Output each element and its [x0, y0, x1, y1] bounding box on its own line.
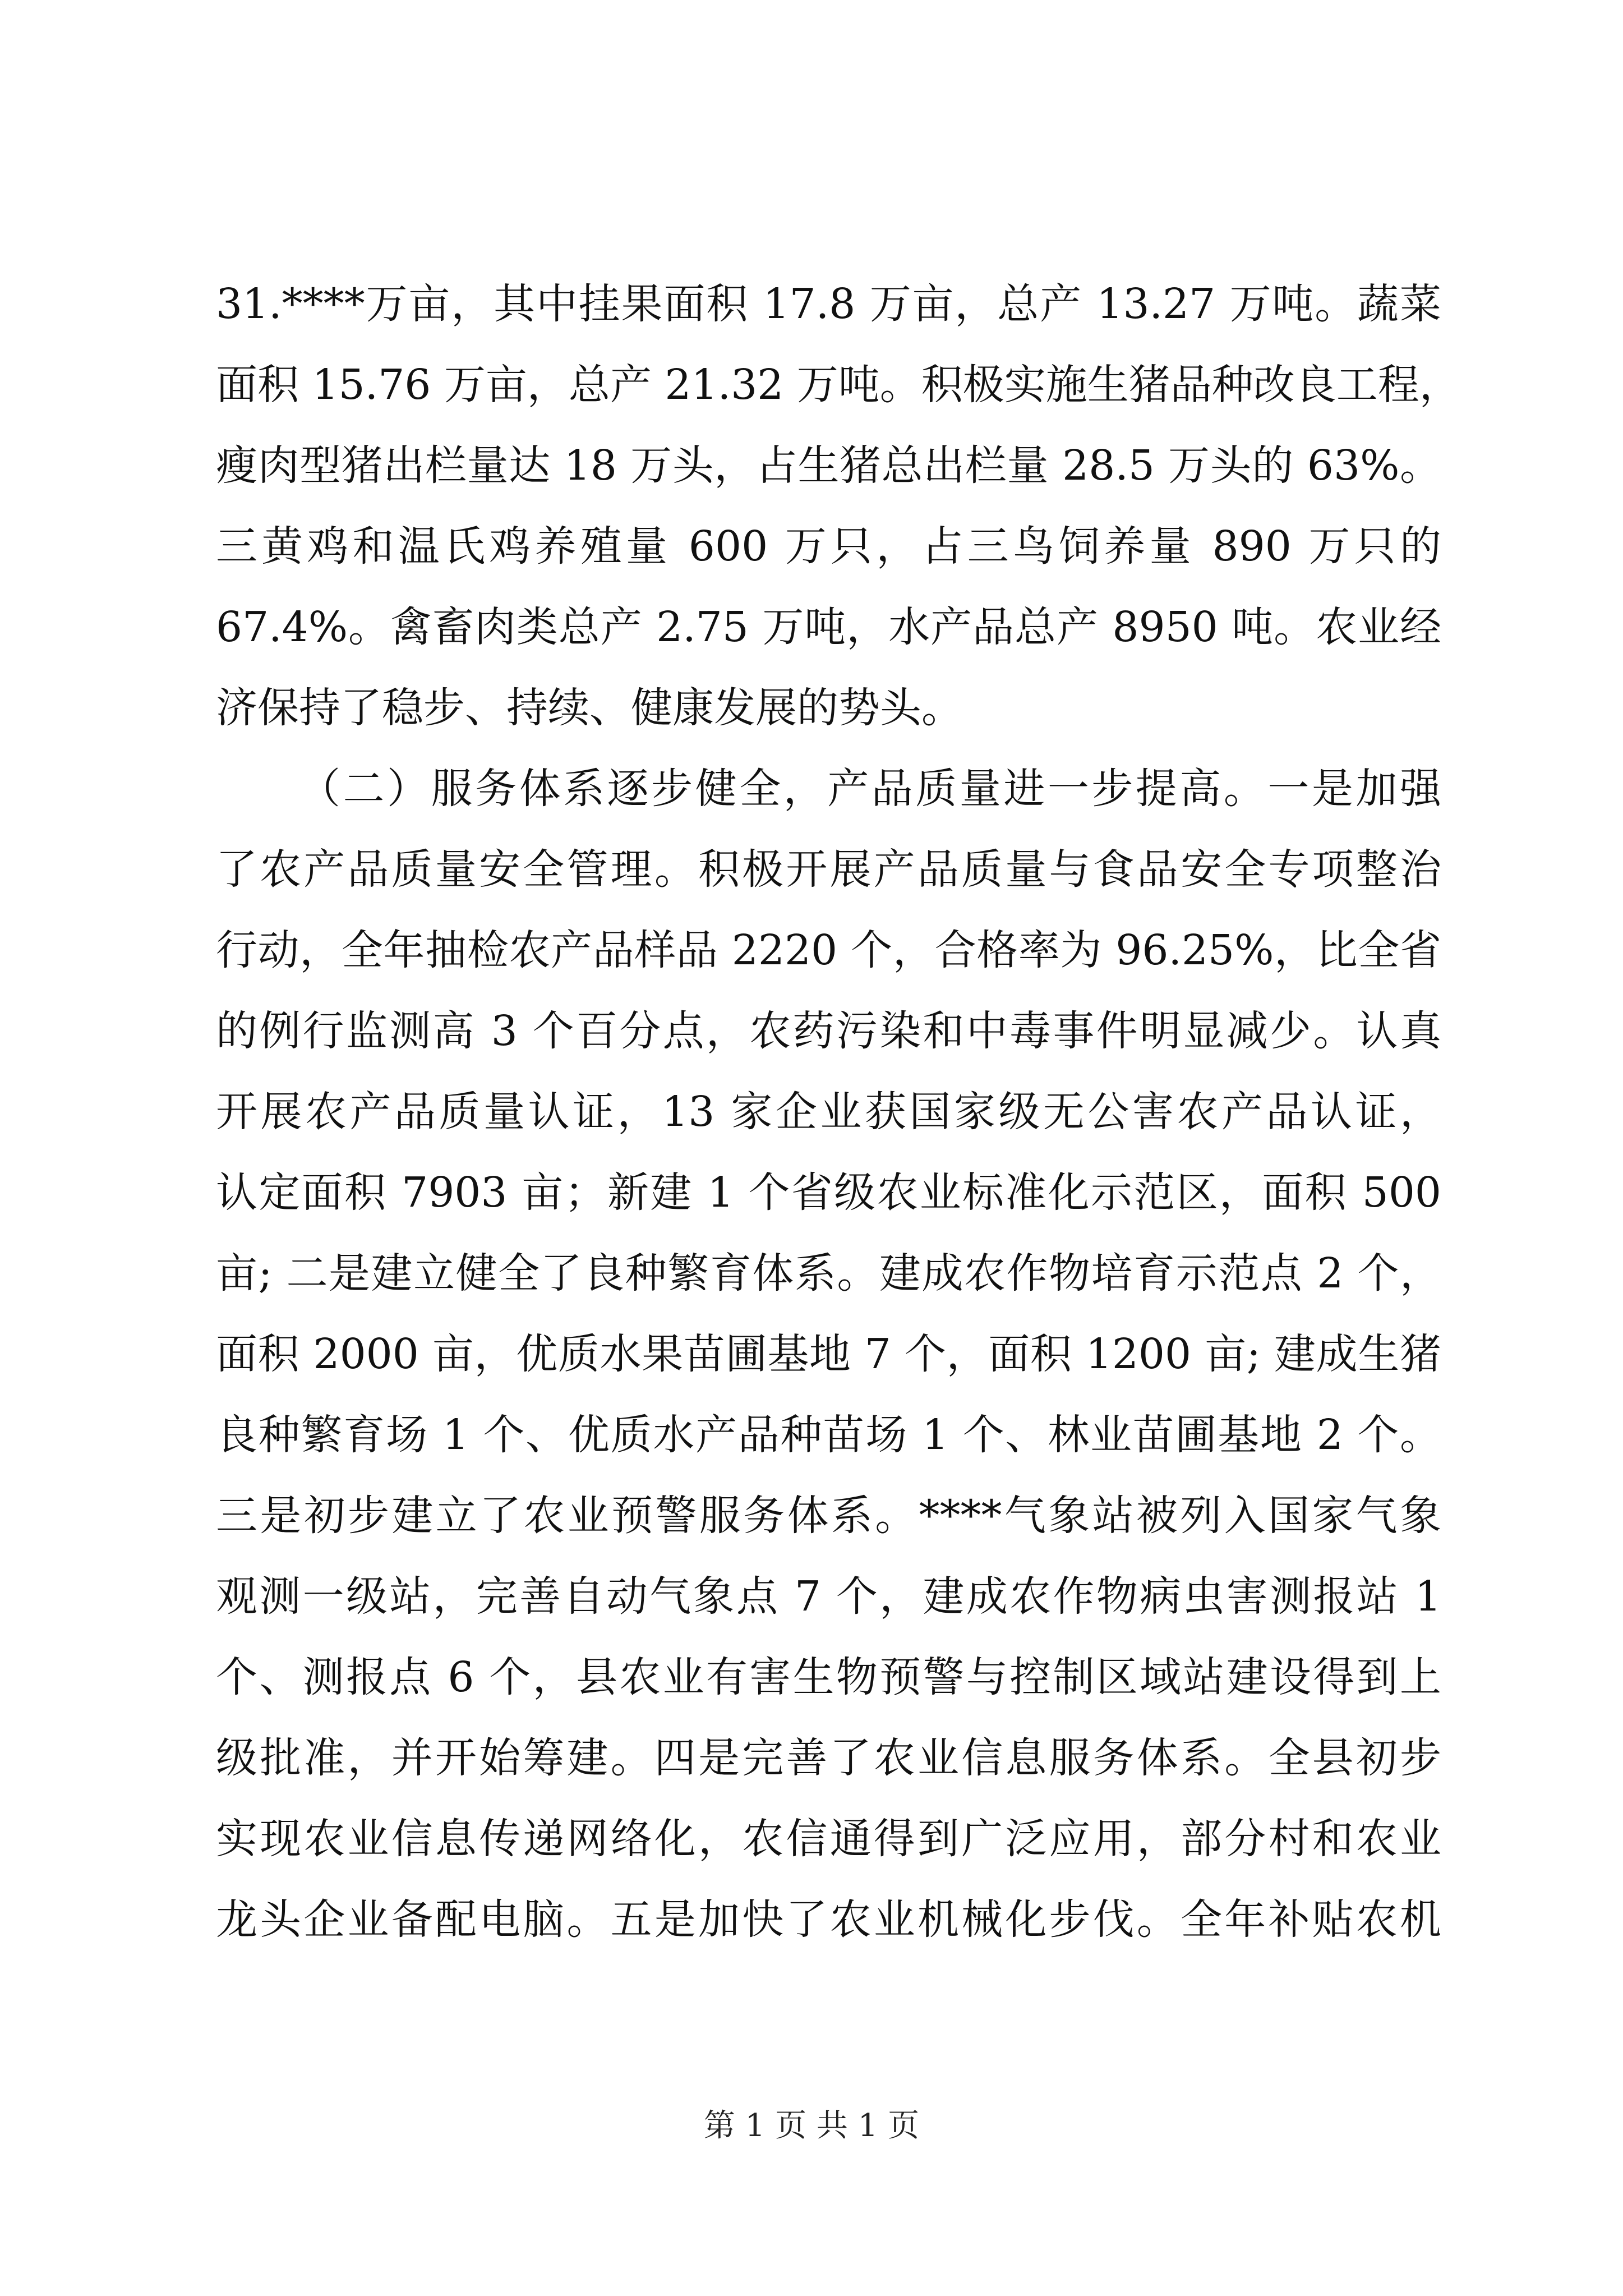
text-line: 龙头企业备配电脑。五是加快了农业机械化步伐。全年补贴农机 [216, 1895, 1441, 1944]
page-footer: 第 1 页 共 1 页 [703, 2108, 920, 2144]
text-line: 亩; 二是建立健全了良种繁育体系。建成农作物培育示范点 2 个， [216, 1249, 1441, 1297]
text-line: 31.****万亩，其中挂果面积 17.8 万亩，总产 13.27 万吨。蔬菜 [216, 280, 1441, 328]
text-line: 面积 15.76 万亩，总产 21.32 万吨。积极实施生猪品种改良工程， [216, 361, 1461, 409]
text-line: 三是初步建立了农业预警服务体系。****气象站被列入国家气象 [216, 1492, 1441, 1540]
text-line: 认定面积 7903 亩；新建 1 个省级农业标准化示范区，面积 500 [216, 1168, 1441, 1217]
text-line: 良种繁育场 1 个、优质水产品种苗场 1 个、林业苗圃基地 2 个。 [216, 1411, 1441, 1459]
text-line: 级批准，并开始筹建。四是完善了农业信息服务体系。全县初步 [216, 1734, 1441, 1782]
text-line: 济保持了稳步、持续、健康发展的势头。 [216, 684, 963, 732]
text-line: 的例行监测高 3 个百分点，农药污染和中毒事件明显减少。认真 [216, 1007, 1441, 1055]
document-body [216, 264, 1461, 1960]
text-line: 行动，全年抽检农产品样品 2220 个，合格率为 96.25%，比全省 [216, 926, 1441, 974]
text-line: 个、测报点 6 个，县农业有害生物预警与控制区域站建设得到上 [216, 1653, 1441, 1701]
text-line: 开展农产品质量认证，13 家企业获国家级无公害农产品认证， [216, 1088, 1441, 1136]
text-line: 67.4%。禽畜肉类总产 2.75 万吨，水产品总产 8950 吨。农业经 [216, 603, 1441, 651]
text-line: 三黄鸡和温氏鸡养殖量 600 万只，占三鸟饲养量 890 万只的 [216, 522, 1441, 570]
text-line: 观测一级站，完善自动气象点 7 个，建成农作物病虫害测报站 1 [216, 1572, 1441, 1621]
text-line: 瘦肉型猪出栏量达 18 万头，占生猪总出栏量 28.5 万头的 63%。 [216, 441, 1441, 490]
paragraph-start-line: （二）服务体系逐步健全，产品质量进一步提高。一是加强 [299, 765, 1441, 813]
text-line: 面积 2000 亩，优质水果苗圃基地 7 个，面积 1200 亩; 建成生猪 [216, 1330, 1441, 1378]
text-line: 了农产品质量安全管理。积极开展产品质量与食品安全专项整治 [216, 845, 1441, 894]
text-line: 实现农业信息传递网络化，农信通得到广泛应用，部分村和农业 [216, 1815, 1441, 1863]
